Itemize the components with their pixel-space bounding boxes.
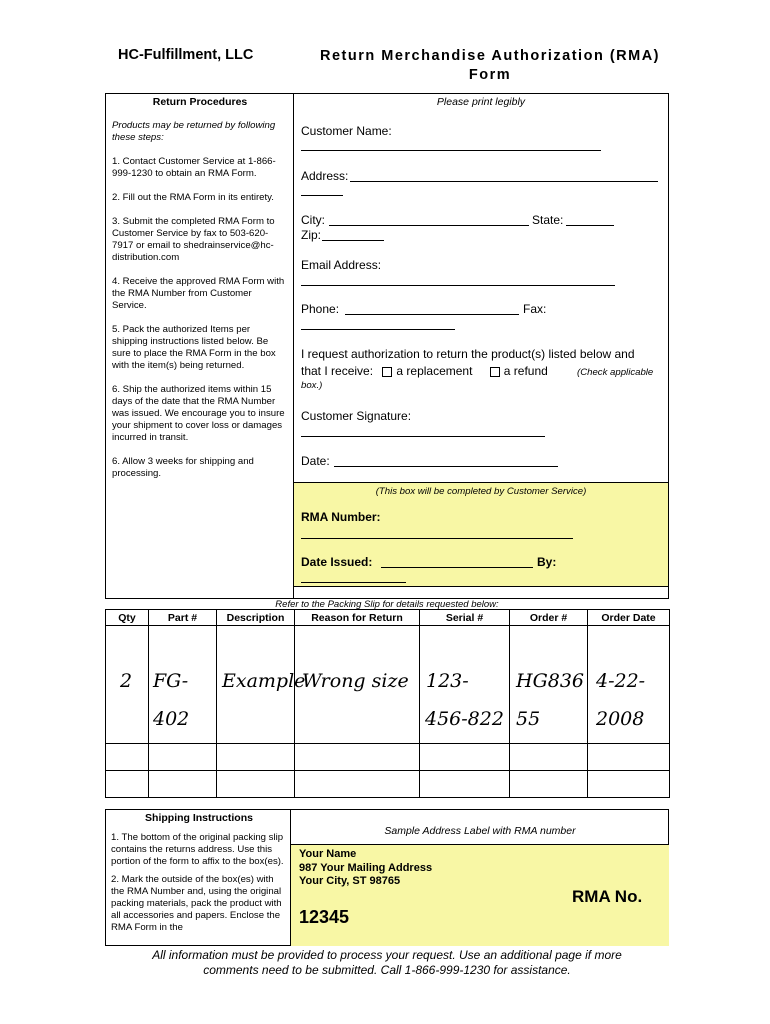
rma-number-label: RMA Number: [301,510,381,524]
date-label: Date: [301,454,330,468]
signature-line[interactable] [301,436,545,437]
phone-label: Phone: [301,302,340,316]
rma-number-line[interactable] [301,538,573,539]
col-part: Part # [149,610,217,626]
cs-box-note: (This box will be completed by Customer Service) [375,486,587,497]
hand-description: Example [222,670,306,692]
request-text-line2: that I receive: [301,364,374,378]
footer-line-1: All information must be provided to process your request. Use an additional page if more [152,948,622,962]
city-label: City: [301,213,325,227]
shipping-step-2: 2. Mark the outside of the box(es) with the RMA Number and, using the original packing materials, pack the product with all accessories and papers. Enclose the RMA Form in the [111,874,282,933]
col-order-date: Order Date [588,610,670,626]
procedures-heading: Return Procedures [152,96,248,108]
hand-date-1: 4-22- [596,670,646,692]
check-note: (Check applicable box.) [301,367,654,391]
procedure-step-4: 4. Receive the approved RMA Form with the RMA Number from Customer Service. [112,276,285,311]
print-legibly-note: Please print legibly [436,96,526,108]
hand-serial-2: 456-822 [425,708,504,730]
email-line[interactable] [301,285,615,286]
date-line[interactable] [334,466,558,467]
zip-label: Zip: [301,228,322,242]
label-address [299,848,432,889]
shipping-heading: Shipping Instructions [145,812,253,824]
hand-part-1: FG- [153,670,189,692]
zip-line[interactable] [322,240,384,241]
procedure-step-7: 6. Allow 3 weeks for shipping and processing. [112,456,254,479]
date-issued-line[interactable] [381,567,533,568]
date-issued-label: Date Issued: [301,555,373,569]
request-text-line1: I request authorization to return the product(s) listed below and [301,347,635,361]
label-rma-number: 12345 [299,907,350,927]
hand-order-2: 55 [516,708,541,730]
items-table [105,609,670,798]
hand-order-1: HG836 [516,670,585,692]
hand-qty: 2 [120,670,133,692]
packing-slip-note: Refer to the Packing Slip for details requested below: [275,599,499,610]
col-serial: Serial # [420,610,510,626]
col-order: Order # [510,610,588,626]
state-line[interactable] [566,225,614,226]
fax-label: Fax: [523,302,547,316]
customer-name-line[interactable] [301,150,601,151]
company-name: HC-Fulfillment, LLC [118,47,254,63]
hand-part-2: 402 [153,708,190,730]
hand-date-2: 2008 [596,708,645,730]
procedure-step-6: 6. Ship the authorized items within 15 days of the date that the RMA Number was issued. We encourage you to insure your shipment to cover loss or damages incurred in transit. [112,384,285,443]
col-qty: Qty [106,610,149,626]
return-procedures [112,96,288,480]
fax-line[interactable] [301,329,455,330]
address-line-2[interactable] [301,195,343,196]
footer-line-2: comments need to be submitted. Call 1-866-999-1230 for assistance. [203,963,571,977]
email-label: Email Address: [301,258,382,272]
col-description: Description [217,610,295,626]
table-row[interactable] [106,771,670,798]
refund-option[interactable]: a refund [490,364,548,378]
hand-reason: Wrong size [302,670,409,692]
signature-label: Customer Signature: [301,409,412,423]
label-rma-title: RMA No. [572,887,643,906]
col-reason: Reason for Return [295,610,420,626]
by-line[interactable] [301,582,406,583]
shipping-step-1: 1. The bottom of the original packing slip contains the returns address. Use this portion of the form to affix to the box(es). [111,832,284,867]
label-city: Your City, ST 98765 [299,875,401,887]
table-row[interactable] [106,744,670,771]
procedure-step-1: 1. Contact Customer Service at 1-866-999-1230 to obtain an RMA Form. [112,156,276,179]
shipping-instructions [111,812,287,946]
address-line[interactable] [350,181,658,182]
procedure-step-2: 2. Fill out the RMA Form in its entirety. [112,192,274,203]
city-line[interactable] [329,225,529,226]
label-caption: Sample Address Label with RMA number [384,825,576,837]
customer-name-label: Customer Name: [301,124,392,138]
form-title: Return Merchandise Authorization (RMA) Form [319,48,661,83]
replacement-option[interactable]: a replacement [382,364,472,378]
by-label: By: [537,555,557,569]
procedure-step-3: 3. Submit the completed RMA Form to Customer Service by fax to 503-620-7917 or email to shedrainservice@hc-distribution.com [112,216,275,263]
label-street: 987 Your Mailing Address [299,861,433,874]
procedure-step-5: 5. Pack the authorized Items per shipping instructions listed below. Be sure to place the RMA Form in the box with the item(s) being returned. [112,324,276,371]
state-label: State: [532,213,564,227]
table-header-row [106,610,670,626]
phone-line[interactable] [345,314,519,315]
footer-note [105,948,669,978]
hand-serial-1: 123- [426,670,469,692]
address-label: Address: [301,169,349,183]
label-name: Your Name [299,848,357,860]
procedures-intro: Products may be returned by following these steps: [112,120,276,143]
